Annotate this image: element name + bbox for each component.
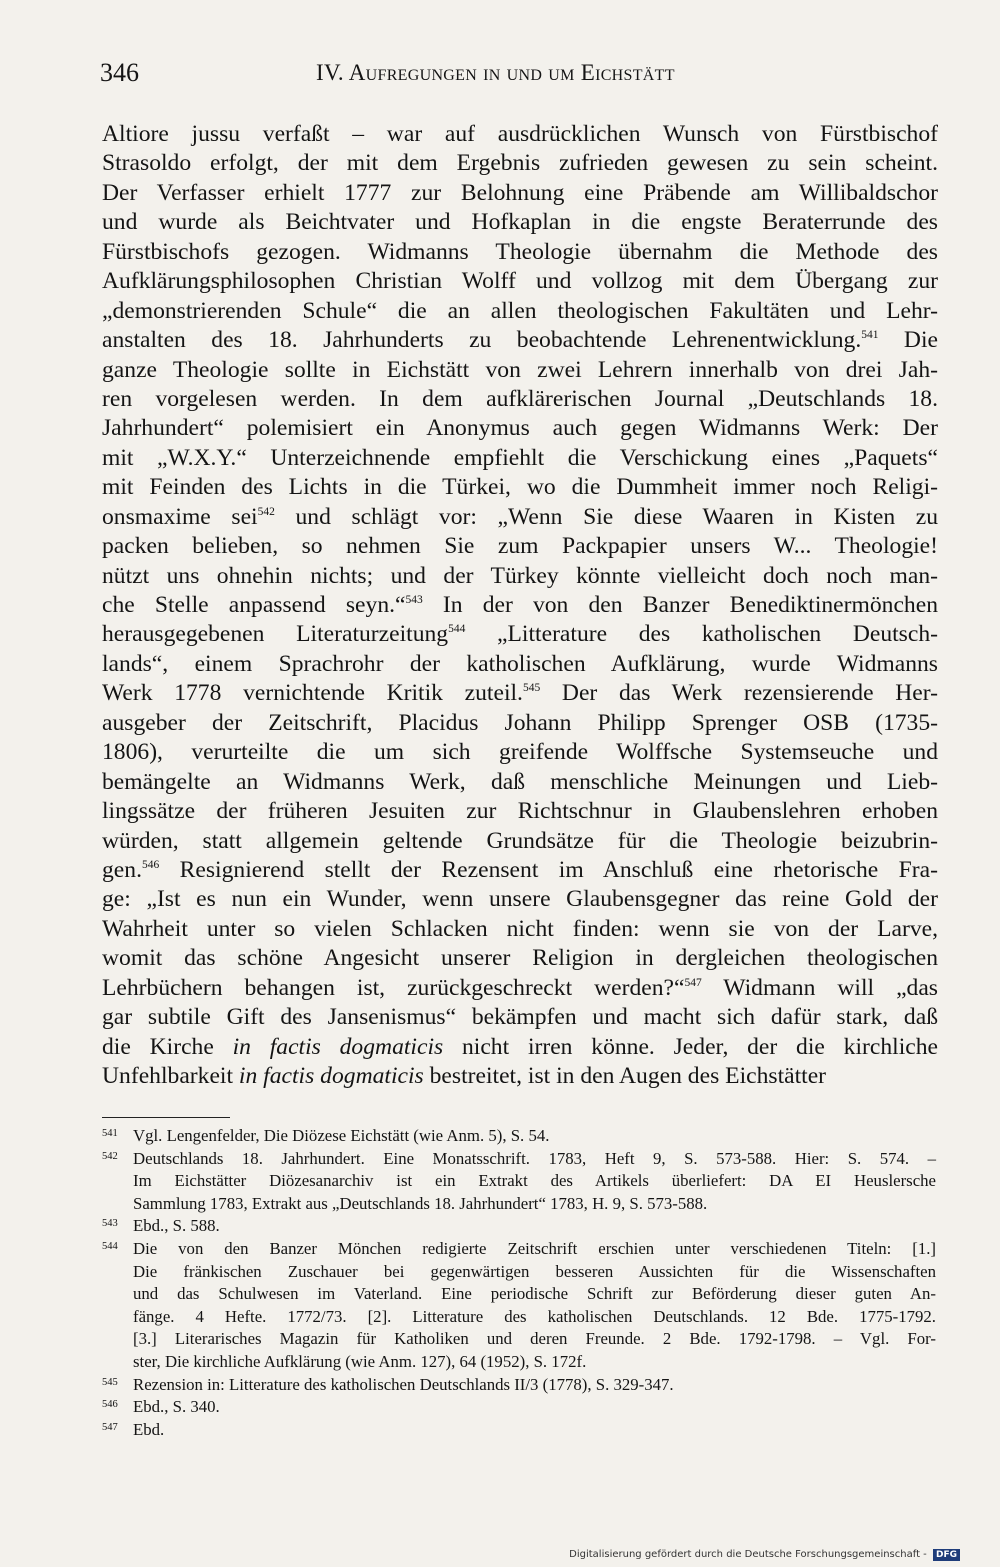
text-line: womit das schöne Angesicht unserer Religion in dergleichen theologischen (102, 945, 938, 972)
text-line (102, 974, 938, 1003)
footnote-line: Die fränkischen Zuschauer bei gegenwärtigen besseren Aussichten für die Wissenschaften (133, 1261, 936, 1281)
footnote-line: Ebd., S. 588. (133, 1216, 220, 1236)
text-line: 1806), verurteilte die um sich greifende Wolffsche Systemseuche und (102, 739, 938, 766)
text-segment: nicht irren könne. Jeder, der die kirchliche (443, 1033, 938, 1060)
footnote-number: 543 (102, 1218, 118, 1230)
text-line: ren vorgelesen werden. In dem aufklärerischen Journal „Deutschlands 18. (102, 385, 938, 412)
text-segment: „Litterature des katholischen Deutsch- (465, 621, 938, 648)
footnote-line: und das Schulwesen im Vaterland. Eine periodische Schrift zur Beförderung dieser guten An- (133, 1284, 936, 1304)
text-line (102, 591, 938, 620)
text-line: lands“, einem Sprachrohr der katholischen Aufklärung, wurde Widmanns (102, 650, 938, 677)
page-number: 346 (100, 58, 139, 87)
credit-text: Digitalisierung gefördert durch die Deutsche Forschungsgemeinschaft - (569, 1549, 927, 1560)
text-line: ausgeber der Zeitschrift, Placidus Johann Philipp Sprenger OSB (1735- (102, 709, 938, 736)
text-line (102, 1033, 938, 1062)
italic-term: in factis dogmaticis (232, 1033, 444, 1060)
footnote-line: Sammlung 1783, Extrakt aus „Deutschlands 18. Jahrhundert“ 1783, H. 9, S. 573-588. (133, 1193, 708, 1213)
text-segment: Lehrbüchern behangen ist, zurückgeschreckt werden?“ (102, 974, 685, 1001)
running-head: IV. Aufregungen in und um Eichstätt (316, 60, 675, 85)
text-line (102, 326, 938, 355)
text-line: ganze Theologie sollte in Eichstätt von zwei Lehrern innerhalb von drei Jah- (102, 356, 938, 383)
footnote-ref-545[interactable]: 545 (522, 682, 541, 695)
text-segment: onsmaxime sei (102, 503, 258, 530)
text-line (102, 620, 938, 649)
text-line: Strasoldo erfolgt, der mit dem Ergebnis zufrieden gewesen zu sein scheint. (102, 150, 938, 177)
italic-term: in factis dogmaticis (238, 1063, 424, 1089)
footnote-545 (102, 1374, 936, 1397)
footnote-ref-544[interactable]: 544 (448, 623, 466, 636)
text-segment: herausgegebenen Literaturzeitung (102, 621, 449, 648)
text-segment: und schlägt vor: „Wenn Sie diese Waaren in Kisten zu (274, 503, 939, 530)
text-line: lingssätze der früheren Jesuiten zur Richtschnur in Glaubenslehren erhoben (102, 798, 938, 825)
footnote-separator (102, 1117, 230, 1118)
text-line: gar subtile Gift des Jansenismus“ bekämpfen und macht sich dafür stark, daß (102, 1004, 938, 1031)
text-segment: Resignierend stellt der Rezensent im Anschluß eine rhetorische Fra- (159, 856, 938, 883)
main-text (102, 120, 938, 1091)
footnote-line: [3.] Literarisches Magazin für Katholiken und deren Freunde. 2 Bde. 1792-1798. – Vgl. For- (133, 1329, 936, 1349)
footnote-line: Vgl. Lengenfelder, Die Diözese Eichstätt (wie Anm. 5), S. 54. (133, 1126, 550, 1145)
text-line: mit „W.X.Y.“ Unterzeichnende empfiehlt die Verschickung eines „Paquets“ (102, 444, 938, 471)
text-line: Fürstbischofs gezogen. Widmanns Theologie übernahm die Methode des (102, 238, 938, 265)
page-header (100, 58, 940, 94)
text-segment: bestreitet, ist in den Augen des Eichstätter (423, 1063, 827, 1089)
text-line: Jahrhundert“ polemisiert ein Anonymus auch gegen Widmanns Werk: Der (102, 415, 938, 442)
text-line: würden, statt allgemein geltende Grundsätze für die Theologie beizubrin- (102, 827, 938, 854)
footnote-542 (102, 1148, 936, 1216)
footnote-line: Ebd., S. 340. (133, 1397, 220, 1417)
dfg-logo: DFG (933, 1549, 960, 1561)
footnote-number: 545 (102, 1376, 118, 1388)
text-segment: Der das Werk rezensierende Her- (540, 680, 938, 707)
text-segment: Werk 1778 vernichtende Kritik zuteil. (102, 680, 523, 707)
footnote-544 (102, 1238, 936, 1374)
footnote-541 (102, 1125, 936, 1148)
footnote-ref-543[interactable]: 543 (405, 594, 423, 606)
text-line: ge: „Ist es nun ein Wunder, wenn unsere Glaubensgegner das reine Gold der (102, 886, 938, 913)
footnote-number: 542 (102, 1150, 118, 1162)
text-segment: anstalten des 18. Jahrhunderts zu beobachtende Lehrenentwicklung. (102, 327, 862, 354)
footnote-ref-546[interactable]: 546 (141, 858, 160, 871)
footnote-line: Ebd. (133, 1419, 165, 1439)
footnote-line: Rezension in: Litterature des katholischen Deutschlands II/3 (1778), S. 329-347. (133, 1374, 674, 1394)
footnote-546 (102, 1396, 936, 1419)
text-line: Wahrheit unter so vielen Schlacken nicht finden: wenn sie von der Larve, (102, 915, 938, 942)
text-segment: In der von den Banzer Benediktinermönchen (422, 592, 938, 618)
footnote-line: Deutschlands 18. Jahrhundert. Eine Monatsschrift. 1783, Heft 9, S. 573-588. Hier: S. 574. – (133, 1148, 936, 1168)
text-line (102, 679, 938, 708)
text-line: Der Verfasser erhielt 1777 zur Belohnung eine Präbende am Willibaldschor (102, 179, 938, 206)
text-segment: gen. (102, 856, 142, 883)
text-segment: Widmann will „das (701, 974, 938, 1001)
footnotes (102, 1125, 936, 1441)
text-line (102, 503, 938, 532)
footnote-ref-541[interactable]: 541 (861, 329, 879, 342)
footnote-ref-547[interactable]: 547 (684, 976, 702, 989)
text-line: nützt uns ohnehin nichts; und der Türkey könnte vielleicht doch noch man- (102, 562, 938, 589)
footnote-line: Im Eichstätter Diözesanarchiv ist ein Extrakt des Artikels überliefert: DA EI Heuslersche (133, 1171, 936, 1191)
text-segment: die Kirche (102, 1033, 233, 1060)
footnote-line: Die von den Banzer Mönchen redigierte Zeitschrift erschien unter verschiedenen Titeln: [1.] (133, 1238, 936, 1258)
text-line: Altiore jussu verfaßt – war auf ausdrücklichen Wunsch von Fürstbischof (102, 121, 938, 147)
footnote-line: fänge. 4 Hefte. 1772/73. [2]. Litterature des katholischen Deutschlands. 12 Bde. 1775-1792. (133, 1306, 936, 1326)
footnote-547 (102, 1419, 936, 1442)
text-line: und wurde als Beichtvater und Hofkaplan in die engste Beraterrunde des (102, 209, 938, 236)
footnote-number: 541 (102, 1128, 118, 1139)
text-line (102, 1062, 938, 1091)
text-segment: Unfehlbarkeit (102, 1063, 239, 1089)
footnote-number: 547 (102, 1421, 118, 1433)
text-line: Aufklärungsphilosophen Christian Wolff und vollzog mit dem Übergang zur (102, 268, 938, 295)
text-segment: Die (878, 327, 938, 354)
footnote-543 (102, 1215, 936, 1238)
footnote-number: 546 (102, 1399, 118, 1411)
text-segment: che Stelle anpassend seyn.“ (102, 592, 406, 618)
footnote-ref-542[interactable]: 542 (257, 505, 275, 518)
text-line (102, 856, 938, 885)
footnote-line: ster, Die kirchliche Aufklärung (wie Anm. 127), 64 (1952), S. 172f. (133, 1351, 587, 1371)
text-line: mit Feinden des Lichts in die Türkei, wo die Dummheit immer noch Religi- (102, 474, 938, 501)
text-line: packen belieben, so nehmen Sie zum Packpapier unsers W... Theologie! (102, 533, 938, 560)
text-line: „demonstrierenden Schule“ die an allen theologischen Fakultäten und Lehr- (102, 297, 938, 324)
text-line: bemängelte an Widmanns Werk, daß menschliche Meinungen und Lieb- (102, 768, 938, 795)
digitization-credit (569, 1549, 960, 1561)
footnote-number: 544 (102, 1240, 118, 1252)
